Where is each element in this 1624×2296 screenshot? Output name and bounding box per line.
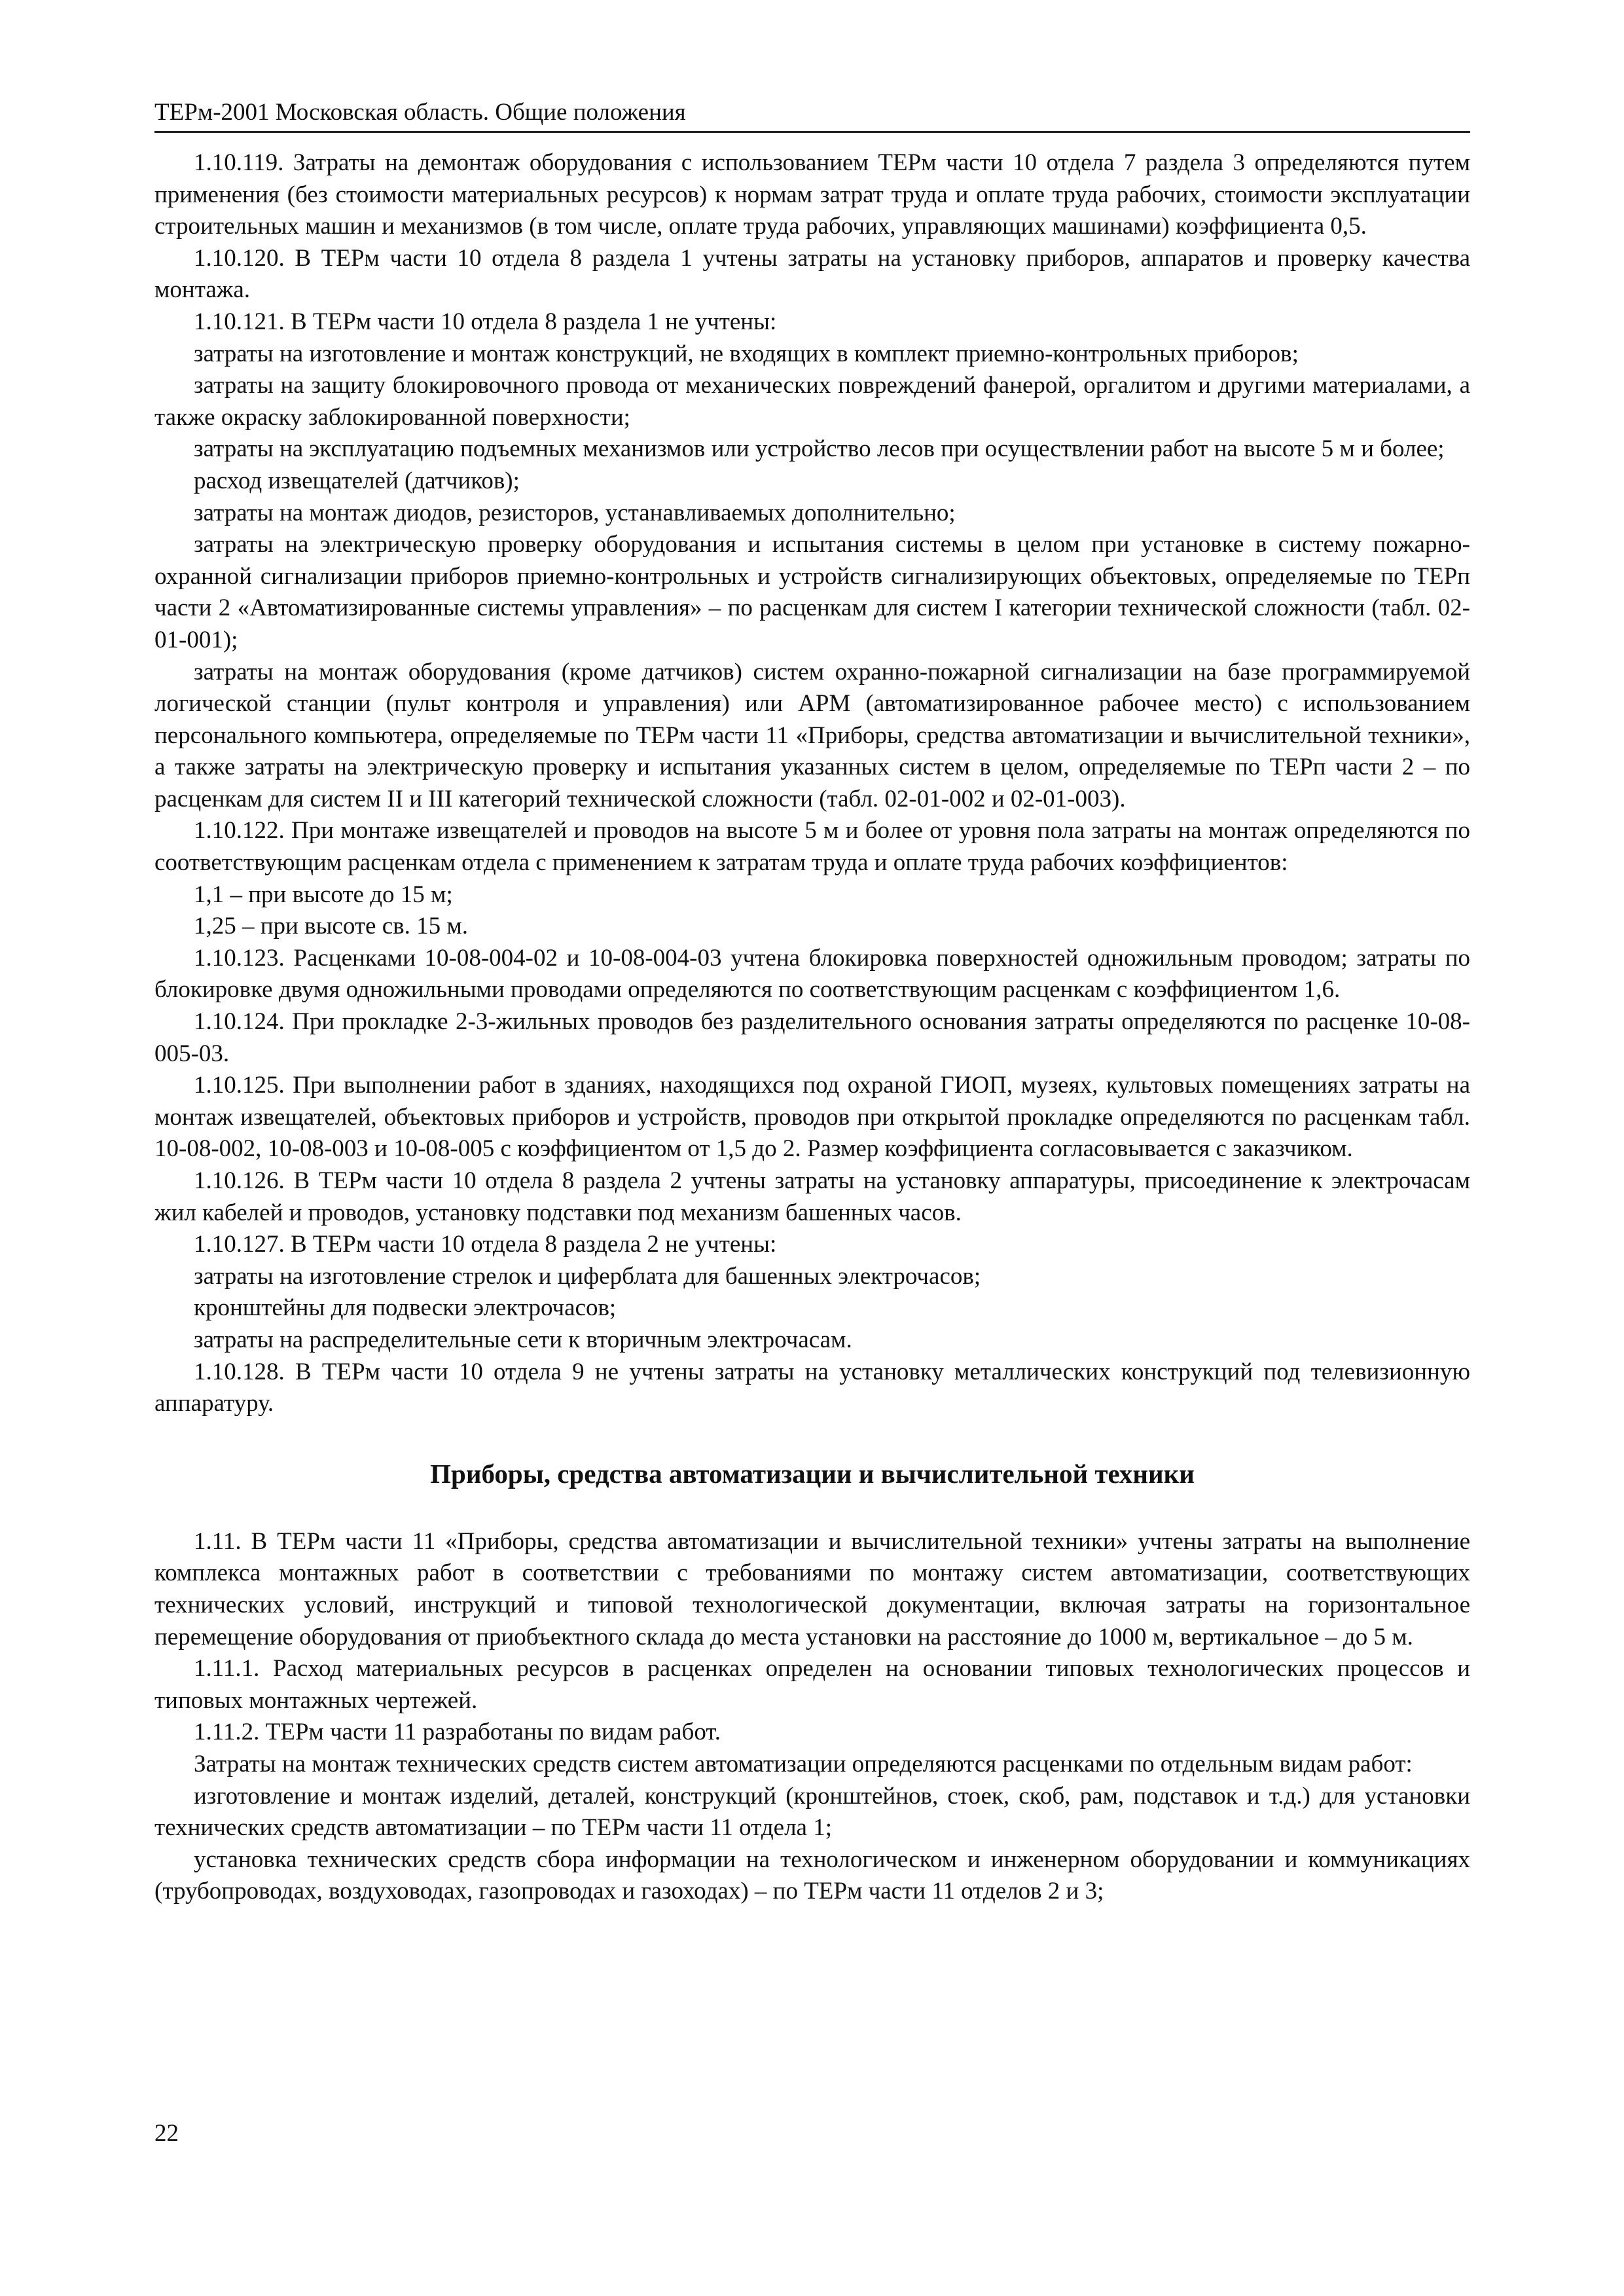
paragraph: 1.10.125. При выполнении работ в зданиях, находящихся под охраной ГИОП, музеях, культовых помещениях затраты на монтаж извещателей, объектовых приборов и устройств, проводов при открытой прокладке определяются по расценкам табл. 10-08-002, 10-08-003 и 10-08-005 с коэффициентом от 1,5 до 2. Размер коэффициента согласовывается с заказчиком.: [154, 1072, 1470, 1163]
paragraph: 1.10.121. В ТЕРм части 10 отдела 8 раздела 1 не учтены:: [194, 308, 777, 335]
paragraph: 1.10.122. При монтаже извещателей и проводов на высоте 5 м и более от уровня пола затраты на монтаж определяются по соответствующим расценкам отдела с применением к затратам труда и оплате труда рабочих коэффициентов:: [154, 817, 1470, 877]
list-item: расход извещателей (датчиков);: [194, 467, 520, 494]
list-item: затраты на изготовление и монтаж конструкций, не входящих в комплект приемно-контрольных приборов;: [194, 340, 1299, 367]
paragraph: 1.10.123. Расценками 10-08-004-02 и 10-08-004-03 учтена блокировка поверхностей одножильным проводом; затраты по блокировке двумя одножильными проводами определяются по соответствующим расценкам с коэффициентом 1,6.: [154, 944, 1470, 1004]
paragraph: 1.11.1. Расход материальных ресурсов в расценках определен на основании типовых технологических процессов и типовых монтажных чертежей.: [154, 1655, 1470, 1714]
list-item: изготовление и монтаж изделий, деталей, конструкций (кронштейнов, стоек, скоб, рам, подставок и т.д.) для установки технических средств автоматизации – по ТЕРм части 11 отдела 1;: [154, 1782, 1470, 1842]
paragraph: 1.10.128. В ТЕРм части 10 отдела 9 не учтены затраты на установку металлических конструкций под телевизионную аппаратуру.: [154, 1358, 1470, 1417]
list-item: затраты на эксплуатацию подъемных механизмов или устройство лесов при осуществлении работ на высоте 5 м и более;: [194, 435, 1445, 463]
list-item: затраты на распределительные сети к вторичным электрочасам.: [194, 1326, 852, 1353]
paragraph: Затраты на монтаж технических средств систем автоматизации определяются расценками по отдельным видам работ:: [194, 1750, 1413, 1777]
list-item: установка технических средств сбора информации на технологическом и инженерном оборудовании и коммуникациях (трубопроводах, воздуховодах, газопроводах и газоходах) – по ТЕРм части 11 отделов 2 и 3;: [154, 1846, 1470, 1905]
list-item: затраты на электрическую проверку оборудования и испытания системы в целом при установке в систему пожарно-охранной сигнализации приборов приемно-контрольных и устройств сигнализирующих объектовых, определяемые по ТЕРп части 2 «Автоматизированные системы управления» – по расценкам для систем I категории технической сложности (табл. 02-01-001);: [154, 531, 1470, 653]
paragraph: 1.11.2. ТЕРм части 11 разработаны по видам работ.: [194, 1719, 721, 1746]
paragraph: 1.10.126. В ТЕРм части 10 отдела 8 раздела 2 учтены затраты на установку аппаратуры, присоединение к электрочасам жил кабелей и проводов, установку подставки под механизм башенных часов.: [154, 1167, 1470, 1226]
paragraph: 1.11. В ТЕРм части 11 «Приборы, средства автоматизации и вычислительной техники» учтены затраты на выполнение комплекса монтажных работ в соответствии с требованиями по монтажу систем автоматизации, соответствующих технических условий, инструкций и типовой технологической документации, включая затраты на горизонтальное перемещение оборудования от приобъектного склада до места установки на расстояние до 1000 м, вертикальное – до 5 м.: [154, 1527, 1470, 1650]
list-item: затраты на монтаж оборудования (кроме датчиков) систем охранно-пожарной сигнализации на базе программируемой логической станции (пульт контроля и управления) или АРМ (автоматизированное рабочее место) с использованием персонального компьютера, определяемые по ТЕРм части 11 «Приборы, средства автоматизации и вычислительной техники», а также затраты на электрическую проверку и испытания указанных систем в целом, определяемые по ТЕРп части 2 – по расценкам для систем II и III категорий технической сложности (табл. 02-01-002 и 02-01-003).: [154, 658, 1470, 812]
paragraph: 1.10.120. В ТЕРм части 10 отдела 8 раздела 1 учтены затраты на установку приборов, аппаратов и проверку качества монтажа.: [154, 244, 1470, 304]
list-item: затраты на монтаж диодов, резисторов, устанавливаемых дополнительно;: [194, 499, 956, 526]
list-item: кронштейны для подвески электрочасов;: [194, 1294, 617, 1322]
running-header: ТЕРм-2001 Московская область. Общие положения: [154, 96, 1470, 133]
paragraph: 1.10.124. При прокладке 2-3-жильных проводов без разделительного основания затраты определяются по расценке 10-08-005-03.: [154, 1008, 1470, 1067]
paragraph: 1.10.127. В ТЕРм части 10 отдела 8 раздела 2 не учтены:: [194, 1231, 777, 1258]
list-item: затраты на изготовление стрелок и циферблата для башенных электрочасов;: [194, 1262, 981, 1290]
page-number: 22: [154, 2120, 179, 2147]
list-item: 1,1 – при высоте до 15 м;: [194, 881, 453, 908]
list-item: 1,25 – при высоте св. 15 м.: [194, 913, 469, 940]
section-heading: Приборы, средства автоматизации и вычислительной техники: [430, 1458, 1195, 1489]
page-content: [154, 147, 1470, 1908]
paragraph: 1.10.119. Затраты на демонтаж оборудования с использованием ТЕРм части 10 отдела 7 раздела 3 определяются путем применения (без стоимости материальных ресурсов) к нормам затрат труда и оплате труда рабочих, стоимости эксплуатации строительных машин и механизмов (в том числе, оплате труда рабочих, управляющих машинами) коэффициента 0,5.: [154, 149, 1470, 240]
list-item: затраты на защиту блокировочного провода от механических повреждений фанерой, оргалитом и другими материалами, а также окраску заблокированной поверхности;: [154, 372, 1470, 431]
